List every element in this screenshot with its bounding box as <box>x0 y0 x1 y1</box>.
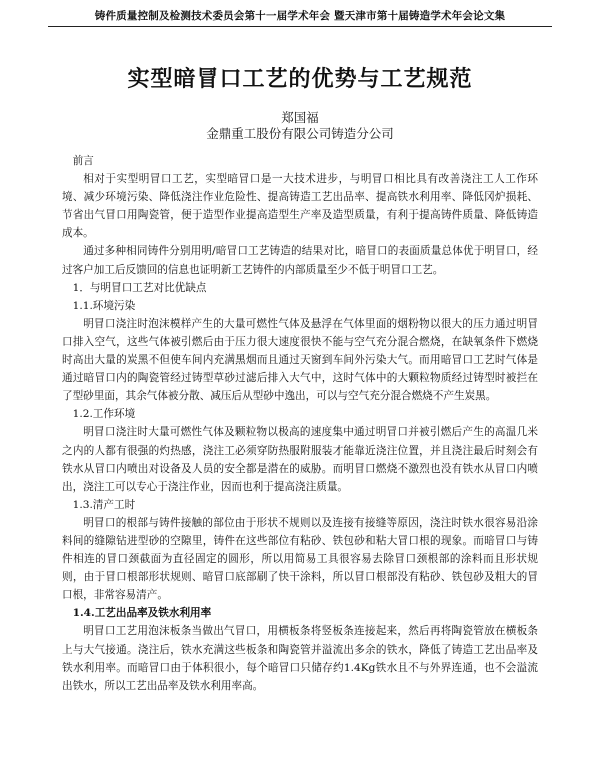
section-1-1-paragraph: 明冒口浇注时泡沫模样产生的大量可燃性气体及悬浮在气体里面的烟粉物以很大的压力通过明冒口排入空气，这些气体被引燃后由于压力很大速度很快不能与空气充分混合燃烧，在缺氧条件下燃烧时高出大量的炭黑不但使车间内充满黑烟而且通过天窗到车间外污染大气。而用暗冒口工艺时气体是通过暗冒口内的陶瓷管经过铸型草砂过滤后排入大气中，这时气体中的大颗粒物质经过铸型时被拦在了型砂里面，其余气体被分散、减压后从型砂中逸出，可以与空气充分混合燃烧不产生炭黑。 <box>62 317 538 403</box>
preface-paragraph-1: 相对于实型明冒口工艺，实型暗冒口是一大技术进步，与明冒口相比具有改善浇注工人工作环境、减少环境污染、降低浇注作业危险性、提高铸造工艺出品率、提高铁水利用率、降低冈炉损耗、节省出气冒口用陶瓷管，便于造型作业提高造型生产率及造型质量，有利于提高铸件质量、降低铸造成本。 <box>62 173 538 240</box>
section-1-4-heading: 1.4.工艺出品率及铁水利用率 <box>72 607 212 620</box>
section-1-4-paragraph: 明冒口工艺用泡沫板条当做出气冒口，用横板条将竖板条连接起来，然后再将陶瓷管放在横板条上与大气接通。浇注后，铁水充满这些板条和陶瓷管并溢流出多余的铁水，降低了铸造工艺出品率及铁水利用率。而暗冒口由于体积很小，每个暗冒口只储存约1.4Kg铁水且不与外界连通，也不会溢流出铁水，所以工艺出品率及铁水利用率高。 <box>62 625 538 692</box>
section-1-3-heading: 1.3.清产工时 <box>72 498 136 511</box>
preface-heading: 前言 <box>72 155 94 167</box>
section-1-2-paragraph: 明冒口浇注时大量可燃性气体及颗粒物以极高的速度集中通过明冒口并被引燃后产生的高温几米之内的人都有很强的灼热感，浇注工必须穿防热服附服装才能靠近浇注位置，并且浇注最后时刻会有铁水从冒口内喷出对设备及人员的安全都是潜在的威胁。而明冒口燃烧不激烈也没有铁水从冒口内喷出，浇注工可以专心于浇注作业，因而也利于提高浇注质量。 <box>62 426 538 493</box>
running-header: 铸件质量控制及检测技术委员会第十一届学术年会 暨天津市第十届铸造学术年会论文集 <box>94 10 506 22</box>
header-rule <box>48 26 552 27</box>
paper-body <box>62 152 538 695</box>
paper-title: 实型暗冒口工艺的优势与工艺规范 <box>127 67 473 92</box>
author-affiliation: 金鼎重工股份有限公司铸造分公司 <box>206 126 394 141</box>
author-name: 郑国福 <box>281 110 319 125</box>
section-1-3-paragraph: 明冒口的根部与铸件接触的部位由于形状不规则以及连接有接缝等原因，浇注时铁水很容易沿涂料间的缝隙钻进型砂的空隙里，铸件在这些部位有粘砂、铁包砂和粘大冒口根的现象。而暗冒口与铸件相连的冒口颈截面为直径固定的圆形，所以用简易工具很容易去除冒口颈根部的涂料而且形状规则，由于冒口根部形状规则、暗冒口底部刷了快干涂料，所以冒口根部没有粘砂、铁包砂及粗大的冒口根，非常容易清产。 <box>62 516 538 602</box>
section-1-2-heading: 1.2.工作环境 <box>72 408 136 421</box>
section-1-1-heading: 1.1.环境污染 <box>72 299 136 312</box>
section-1-heading: 1．与明冒口工艺对比优缺点 <box>72 281 207 294</box>
preface-paragraph-2: 通过多种相同铸件分别用明/暗冒口工艺铸造的结果对比，暗冒口的表面质量总体优于明冒口，经过客户加工后反馈回的信息也证明新工艺铸件的内部质量至少不低于明冒口工艺。 <box>62 245 538 276</box>
